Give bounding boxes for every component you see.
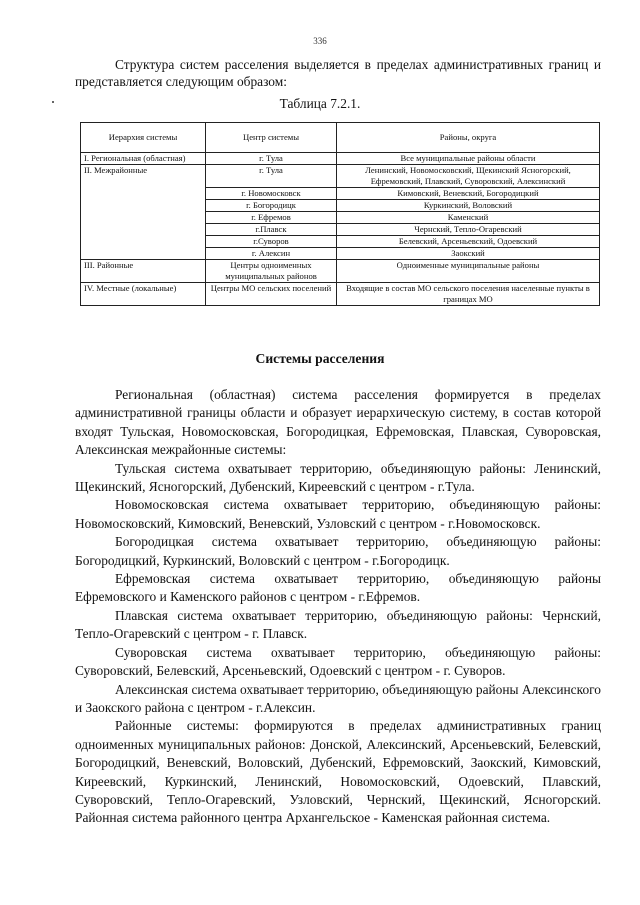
table-row <box>81 153 600 165</box>
settlement-hierarchy-table <box>80 122 600 306</box>
row-center: г. Тула <box>206 153 337 165</box>
row-districts: Куркинский, Воловский <box>337 200 600 212</box>
header-center: Центр системы <box>206 123 337 153</box>
intro-paragraph: Структура систем расселения выделяется в пределах административных границ и представляется следующим образом: <box>75 57 601 89</box>
table-row <box>81 200 600 212</box>
header-districts: Районы, округа <box>337 123 600 153</box>
page-number: 336 <box>313 36 327 46</box>
table-row <box>81 212 600 224</box>
body-text <box>75 386 601 828</box>
row-districts: Ленинский, Новомосковский, Щекинский Ясногорский, Ефремовский, Плавский, Суворовский, Алексинский <box>337 165 600 188</box>
table-row <box>81 188 600 200</box>
table-row <box>81 248 600 260</box>
row-level <box>81 236 206 248</box>
row-center: г. Тула <box>206 165 337 188</box>
body-paragraph: Ефремовская система охватывает территорию, объединяющую районы Ефремовского и Каменского районов с центром - г.Ефремов. <box>75 571 601 605</box>
row-level <box>81 188 206 200</box>
row-districts: Белевский, Арсеньевский, Одоевский <box>337 236 600 248</box>
table-row <box>81 236 600 248</box>
row-level: II. Межрайонные <box>81 165 206 188</box>
body-paragraph: Новомосковская система охватывает территорию, объединяющую районы: Новомосковский, Кимовский, Веневский, Узловский с центром - г.Новомосковск. <box>75 497 601 531</box>
body-paragraph: Тульская система охватывает территорию, объединяющую районы: Ленинский, Щекинский, Ясногорский, Дубенский, Киреевский с центром - г.Тула. <box>75 460 601 495</box>
body-paragraph: Региональная (областная) система расселения формируется в пределах административной границы области и образует иерархическую систему, в состав которой входят Тульская, Новомосковская, Богородицкая, Ефремовская, Плавская, Суворовская, Алексинская межрайонные системы: <box>75 387 601 458</box>
header-hierarchy: Иерархия системы <box>81 123 206 153</box>
row-districts: Кимовский, Веневский, Богородицкий <box>337 188 600 200</box>
table-caption: Таблица 7.2.1. <box>279 96 361 111</box>
body-paragraph: Плавская система охватывает территорию, объединяющую районы: Чернский, Тепло-Огаревский с центром - г. Плавск. <box>75 607 601 642</box>
section-title: Системы расселения <box>255 351 385 366</box>
row-center: г.Суворов <box>206 236 337 248</box>
row-districts: Одноименные муниципальные районы <box>337 260 600 283</box>
body-paragraph: Алексинская система охватывает территорию, объединяющую районы Алексинского и Заокского района с центром - г.Алексин. <box>75 681 601 715</box>
row-level <box>81 200 206 212</box>
row-center: г.Плавск <box>206 224 337 236</box>
row-center: г. Алексин <box>206 248 337 260</box>
row-level: I. Региональная (областная) <box>81 153 206 165</box>
row-level: III. Районные <box>81 260 206 283</box>
row-districts: Чернский, Тепло-Огаревский <box>337 224 600 236</box>
body-paragraph: Районные системы: формируются в пределах административных границ одноименных муниципальных районов: Донской, Алексинский, Арсеньевский, Белевский, Богородицкий, Веневский, Воловский, Дубенский, Ефремовский, Заокский, Кимовский, Киреевский, Куркинский, Ленинский, Новомосковский, Одоевский, Плавский, Суворовский, Тепло-Огаревский, Узловский, Чернский, Щекинский, Ясногорский. Районная система районного центра Архангельское - Каменская районная система. <box>75 718 601 826</box>
row-districts: Входящие в состав МО сельского поселения населенные пункты в границах МО <box>337 283 600 306</box>
row-districts: Каменский <box>337 212 600 224</box>
body-paragraph: Суворовская система охватывает территорию, объединяющую районы: Суворовский, Белевский, Арсеньевский, Одоевский с центром - г. Суворов. <box>75 644 601 679</box>
row-level: IV. Местные (локальные) <box>81 283 206 306</box>
row-level <box>81 248 206 260</box>
row-center: Центры одноименных муниципальных районов <box>206 260 337 283</box>
row-center: г. Новомосковск <box>206 188 337 200</box>
row-center: Центры МО сельских поселений <box>206 283 337 306</box>
table-row <box>81 283 600 306</box>
row-districts: Заокский <box>337 248 600 260</box>
table-header-row <box>81 123 600 153</box>
row-districts: Все муниципальные районы области <box>337 153 600 165</box>
table-row <box>81 165 600 188</box>
row-center: г. Богородицк <box>206 200 337 212</box>
body-paragraph: Богородицкая система охватывает территорию, объединяющую районы: Богородицкий, Куркинский, Воловский с центром - г.Богородицк. <box>75 534 601 568</box>
table-row <box>81 224 600 236</box>
row-center: г. Ефремов <box>206 212 337 224</box>
row-level <box>81 224 206 236</box>
row-level <box>81 212 206 224</box>
table-row <box>81 260 600 283</box>
